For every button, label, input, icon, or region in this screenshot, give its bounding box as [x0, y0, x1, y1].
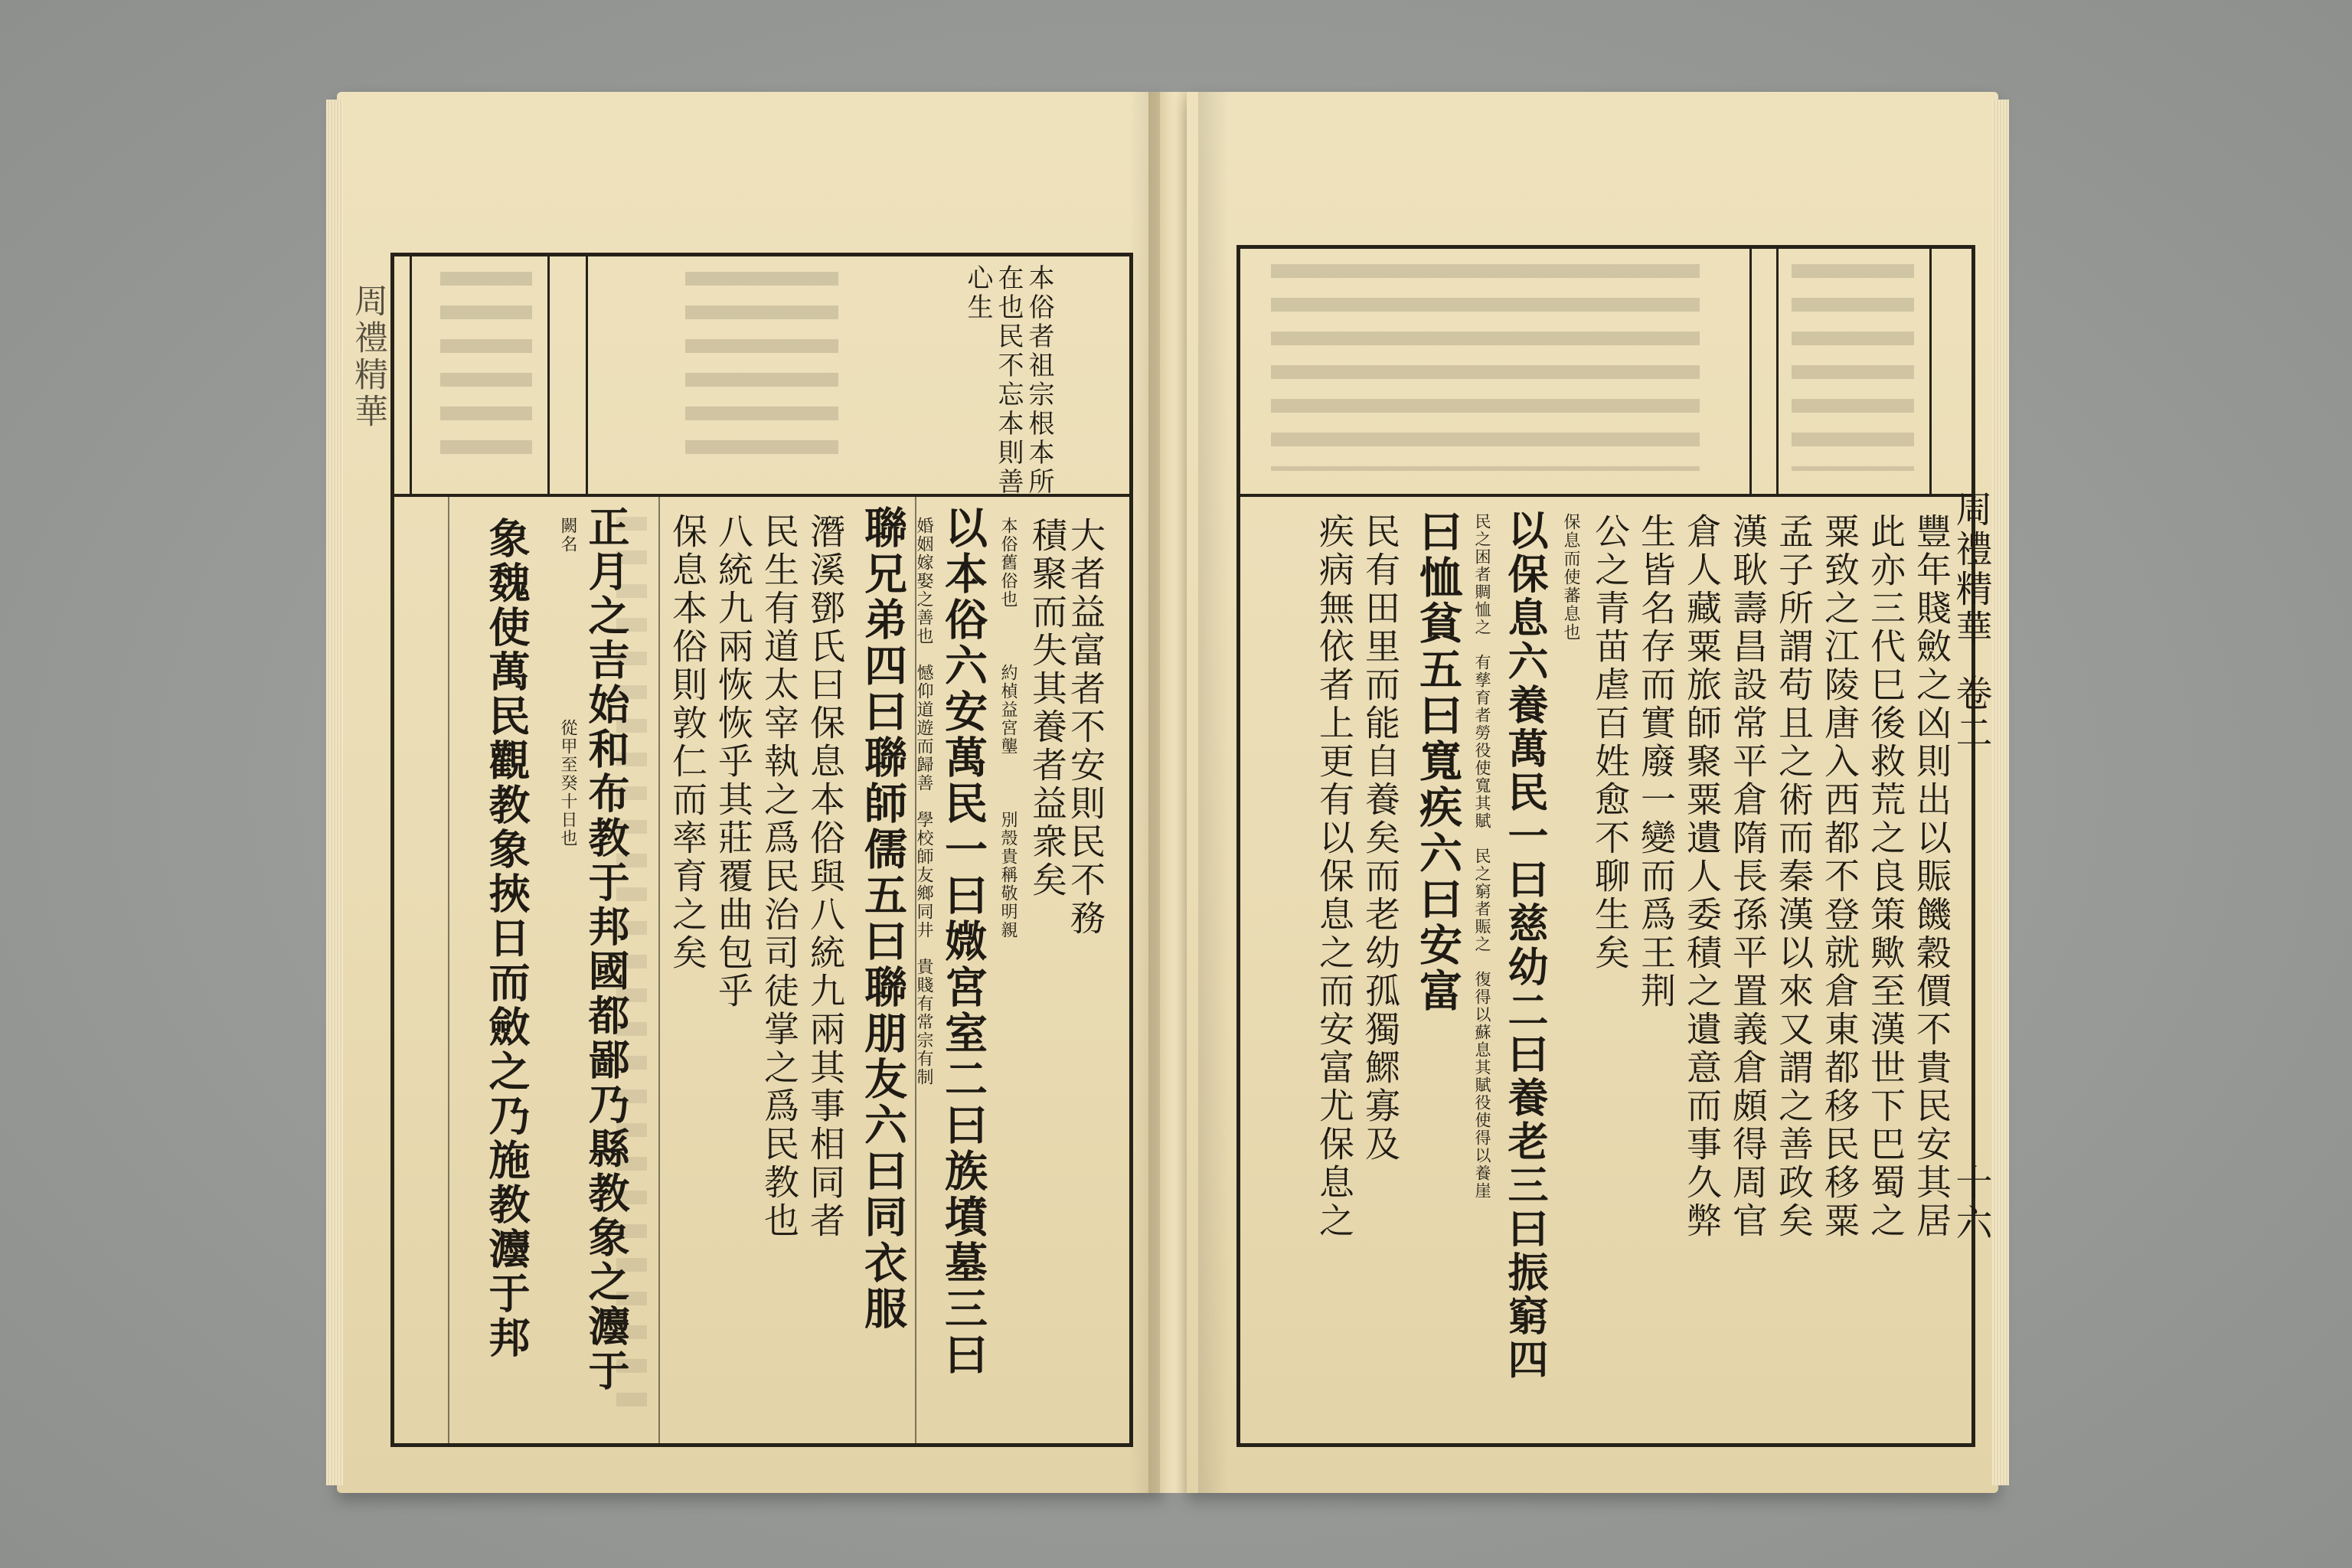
header-note-line-3: 心生	[962, 264, 993, 322]
right-page-edge	[1992, 100, 2009, 1485]
right-margin-volume: 卷二	[1949, 674, 1992, 753]
left-column-12: 闕名 從甲至癸十日也	[558, 517, 577, 848]
right-column-3: 粟致之江陵唐入西都不登就倉東都移民移粟	[1819, 513, 1860, 1240]
header-note-line-2: 在也民不忘本則善	[993, 264, 1024, 497]
left-page	[337, 92, 1164, 1493]
right-column-4: 孟子所謂苟且之術而秦漢以來又謂之善政矣	[1773, 513, 1815, 1240]
right-margin-title: 周禮精華	[1949, 490, 1992, 649]
left-column-1: 大者益富者不安則民不務	[1065, 517, 1106, 938]
header-note-line-1: 本俗者祖宗根本所	[1024, 264, 1054, 497]
right-column-10: 以保息六養萬民一曰慈幼二曰養老三曰振窮四	[1501, 509, 1549, 1382]
left-col-divider-1	[448, 497, 449, 1443]
right-column-14: 疾病無依者上更有以保息之而安富尤保息之	[1314, 513, 1355, 1240]
left-column-6: 聯兄弟四曰聯師儒五曰聯朋友六曰同衣服	[858, 505, 908, 1332]
right-page-frame	[1236, 245, 1975, 1447]
left-column-2: 積聚而失其養者益衆矣	[1027, 517, 1068, 900]
left-column-3: 本俗舊俗也 約楨益宮壟 別殼貴稱敬明親	[998, 517, 1018, 939]
right-column-8: 公之青苗虐百姓愈不聊生矣	[1589, 513, 1631, 972]
right-header-divider	[1240, 494, 1971, 497]
left-column-7: 潛溪鄧氏曰保息本俗與八統九兩其事相同者	[805, 513, 846, 1240]
right-column-9: 保息而使蕃息也	[1561, 513, 1580, 642]
right-header-rule-1	[1749, 249, 1752, 494]
left-column-11: 正月之吉始和布教于邦國都鄙乃縣教象之灋于	[582, 505, 631, 1393]
left-column-10: 保息本俗則敦仁而率育之矣	[667, 513, 708, 972]
right-column-11: 民之困者賙恤之 有孳育者勞役使寬其賦 民之窮者賑之 復得以蘇息其賦役使得以養崖	[1473, 513, 1491, 1200]
left-header-rule-1	[410, 256, 412, 494]
right-column-2: 此亦三代巳後救荒之良策歟至漢世下巴蜀之	[1865, 513, 1906, 1240]
open-book	[337, 92, 2021, 1493]
right-page	[1187, 92, 1998, 1493]
right-folio-number: 十六	[1949, 1164, 1992, 1243]
left-col-divider-2	[658, 497, 660, 1443]
right-header-rule-3	[1929, 249, 1932, 494]
left-bleed-through	[440, 272, 532, 471]
right-column-5: 漢耿壽昌設常平倉隋長孫平置義倉頗得周官	[1727, 513, 1769, 1240]
right-column-12: 曰恤貧五曰寬疾六曰安富	[1413, 509, 1463, 1014]
left-page-frame	[390, 253, 1133, 1447]
right-column-7: 生皆名存而實廢一變而爲王荆	[1635, 513, 1677, 1011]
left-column-5: 婚姻嫁娶之善也 憾仰道遊而歸善 學校師友鄉同井 貴賤有常宗有制	[914, 517, 933, 1086]
right-bleed-through-2	[1792, 264, 1914, 471]
left-column-4: 以本俗六安萬民一曰媺宮室二曰族墳墓三曰	[938, 505, 988, 1378]
right-column-13: 民有田里而能自養矣而老幼孤獨鰥寡及	[1360, 513, 1401, 1164]
left-header-rule-3	[586, 256, 588, 494]
left-bleed-through-2	[685, 272, 838, 471]
right-column-1: 豐年賤斂之凶則出以賑饑穀價不貴民安其居	[1911, 513, 1952, 1240]
right-column-6: 倉人藏粟旅師聚粟遺人委積之遺意而事久弊	[1681, 513, 1723, 1240]
left-column-8: 民生有道太宰執之爲民治司徒掌之爲民教也	[759, 513, 800, 1240]
left-margin-title: 周禮精華	[348, 283, 387, 430]
right-header-rule-2	[1776, 249, 1779, 494]
left-page-edge	[326, 100, 343, 1485]
left-header-rule-2	[547, 256, 550, 494]
right-bleed-through	[1271, 264, 1700, 471]
left-column-13: 象魏使萬民觀教象挾日而斂之乃施教灋于邦	[482, 517, 531, 1361]
left-column-9: 八統九兩恢恢乎其莊覆曲包乎	[713, 513, 754, 1011]
